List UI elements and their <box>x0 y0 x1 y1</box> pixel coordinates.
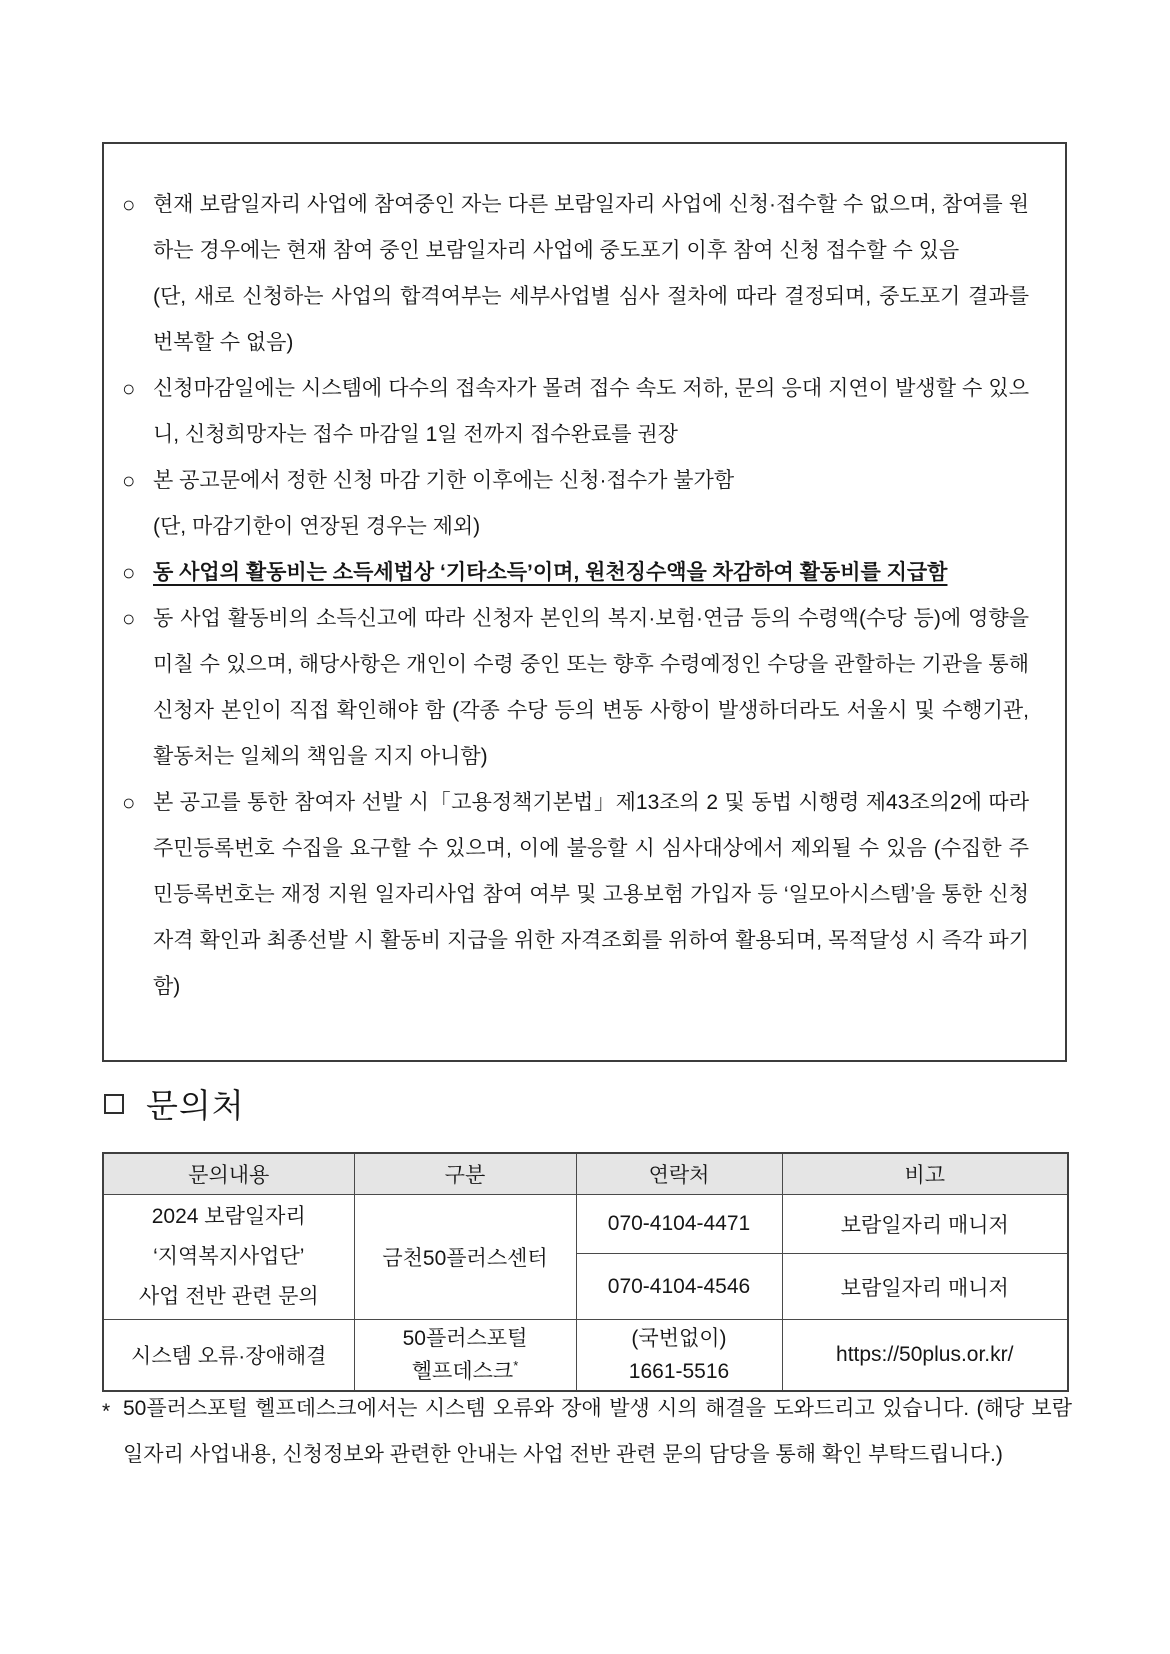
notice-item-text: 본 공고를 통한 참여자 선발 시「고용정책기본법」제13조의 2 및 동법 시행령 제43조의2에 따라 주민등록번호 수집을 요구할 수 있으며, 이에 불응할 시 심사대상에서 제외될 수 있음 (수집한 주민등록번호는 재정 지원 일자리사업 참여 여부 및 고용보험 가입자 등 ‘일모아시스템’을 통한 신청자격 확인과 최종선발 시 활동비 지급을 위한 자격조회를 위하여 활용되며, 목적달성 시 즉각 파기함) <box>153 791 1029 998</box>
notice-item <box>122 596 1029 780</box>
footnote-text: 50플러스포털 헬프데스크에서는 시스템 오류와 장애 발생 시의 해결을 도와드리고 있습니다. (해당 보람일자리 사업내용, 신청정보와 관련한 안내는 사업 전반 관련 문의 담당을 통해 확인 부탁드립니다.) <box>123 1397 1072 1466</box>
notice-item <box>122 458 1029 504</box>
contact-cell-helpdesk <box>576 1320 782 1392</box>
notice-item-text: 본 공고문에서 정한 신청 마감 기한 이후에는 신청·접수가 불가함 <box>153 469 735 492</box>
notice-item-text-emphasized: 동 사업의 활동비는 소득세법상 ‘기타소득’이며, 원천징수액을 차감하여 활동비를 지급함 <box>153 561 948 584</box>
notice-item-subnote <box>122 274 1029 366</box>
column-header-inquiry: 문의내용 <box>103 1153 354 1195</box>
notice-box <box>102 142 1067 1062</box>
contact-cell-phone-2: 070-4104-4546 <box>576 1254 782 1320</box>
note-cell-manager-2: 보람일자리 매니저 <box>782 1254 1068 1320</box>
column-header-contact: 연락처 <box>576 1153 782 1195</box>
column-header-note: 비고 <box>782 1153 1068 1195</box>
notice-item-text: 현재 보람일자리 사업에 참여중인 자는 다른 보람일자리 사업에 신청·접수할 수 없으며, 참여를 원하는 경우에는 현재 참여 중인 보람일자리 사업에 중도포기 이후 참여 신청 접수할 수 있음 <box>153 193 1029 262</box>
contact-line: (국번없이) <box>631 1327 727 1350</box>
circle-bullet-icon: ○ <box>122 376 136 401</box>
section-title: 문의처 <box>146 1086 245 1124</box>
notice-item-subnote <box>122 504 1029 550</box>
note-cell-manager-1: 보람일자리 매니저 <box>782 1195 1068 1254</box>
circle-bullet-icon: ○ <box>122 606 136 631</box>
notice-item <box>122 366 1029 458</box>
footnote <box>100 1386 1072 1478</box>
circle-bullet-icon: ○ <box>122 790 136 815</box>
notice-subnote-text: (단, 마감기한이 연장된 경우는 제외) <box>153 515 481 538</box>
helpdesk-line: 50플러스포털 <box>402 1327 528 1350</box>
notice-item <box>122 182 1029 274</box>
contact-line: 1661-5516 <box>628 1360 730 1383</box>
category-cell-helpdesk <box>354 1320 576 1392</box>
table-header-row <box>103 1153 1068 1195</box>
notice-item-text: 동 사업 활동비의 소득신고에 따라 신청자 본인의 복지·보험·연금 등의 수령액(수당 등)에 영향을 미칠 수 있으며, 해당사항은 개인이 수령 중인 또는 향후 수령예정인 수당을 관할하는 기관을 통해 신청자 본인이 직접 확인해야 함 (각종 수당 등의 변동 사항이 발생하더라도 서울시 및 수행기관, 활동처는 일체의 책임을 지지 아니함) <box>153 607 1029 768</box>
helpdesk-line: 헬프데스크* <box>411 1358 519 1383</box>
footnote-reference-mark: * <box>513 1358 519 1373</box>
inquiry-cell-system: 시스템 오류·장애해결 <box>103 1320 354 1392</box>
notice-subnote-text: (단, 새로 신청하는 사업의 합격여부는 세부사업별 심사 절차에 따라 결정되며, 중도포기 결과를 번복할 수 없음) <box>153 285 1029 354</box>
table-row-program-1 <box>103 1195 1068 1254</box>
circle-bullet-icon: ○ <box>122 560 136 585</box>
note-cell-url: https://50plus.or.kr/ <box>782 1320 1068 1392</box>
inquiry-line: ‘지역복지사업단’ <box>153 1245 305 1268</box>
contact-table <box>102 1152 1069 1392</box>
notice-item <box>122 780 1029 1010</box>
section-heading-contacts <box>104 1080 245 1126</box>
table-row-system <box>103 1320 1068 1392</box>
column-header-category: 구분 <box>354 1153 576 1195</box>
inquiry-cell-program <box>103 1195 354 1320</box>
category-cell-center: 금천50플러스센터 <box>354 1195 576 1320</box>
circle-bullet-icon: ○ <box>122 192 136 217</box>
notice-item-emphasized <box>122 550 1029 596</box>
notice-item-text: 신청마감일에는 시스템에 다수의 접속자가 몰려 접수 속도 저하, 문의 응대 지연이 발생할 수 있으니, 신청희망자는 접수 마감일 1일 전까지 접수완료를 권장 <box>153 377 1029 446</box>
contact-cell-phone-1: 070-4104-4471 <box>576 1195 782 1254</box>
asterisk-marker: * <box>102 1400 111 1423</box>
inquiry-line: 사업 전반 관련 문의 <box>138 1285 319 1308</box>
square-bullet-icon <box>104 1094 124 1114</box>
circle-bullet-icon: ○ <box>122 468 136 493</box>
inquiry-line: 2024 보람일자리 <box>151 1205 306 1228</box>
